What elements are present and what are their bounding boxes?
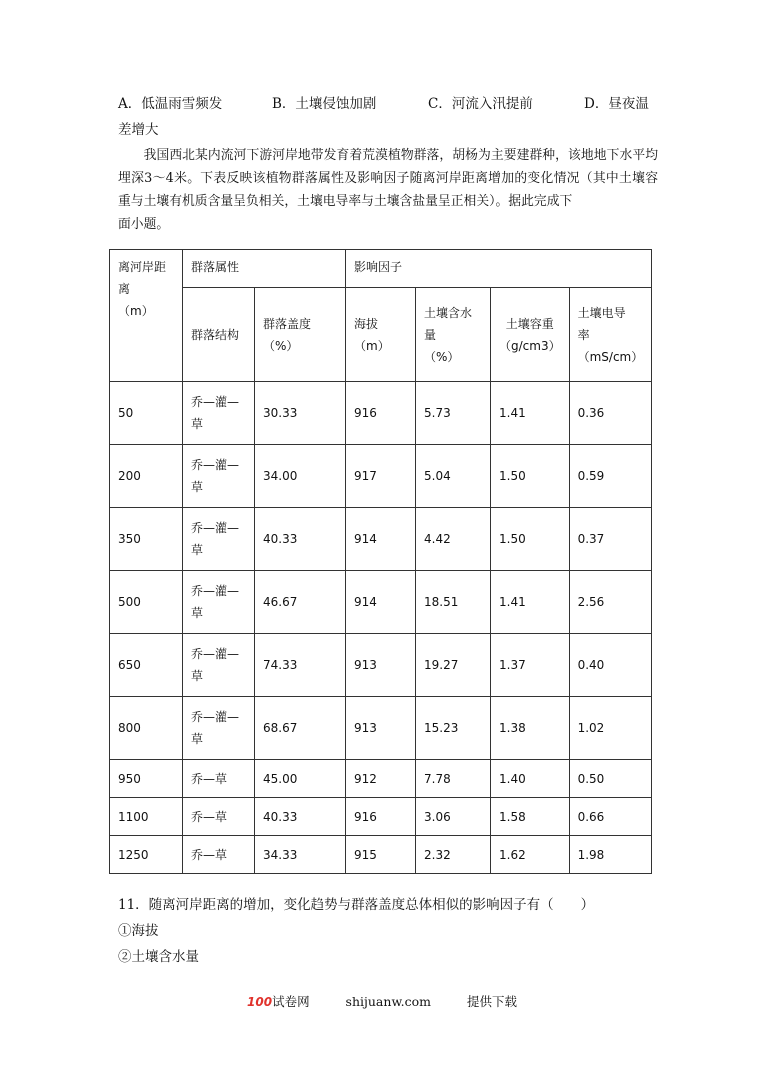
cell-density: 1.38 [491, 697, 570, 760]
header-distance-line-2: 离 [118, 282, 131, 296]
cell-coverage: 46.67 [255, 571, 346, 634]
option-c: C．河流入汛提前 [428, 96, 533, 112]
header-distance-line-1: 离河岸距 [118, 260, 167, 274]
cell-coverage: 45.00 [255, 760, 346, 798]
cell-structure [183, 571, 255, 634]
cell-distance: 800 [110, 697, 183, 760]
cell-conductivity: 2.56 [569, 571, 652, 634]
table-row [110, 445, 652, 508]
cell-moisture: 4.42 [416, 508, 491, 571]
site-url: shijuanw.com [345, 994, 432, 1009]
cell-structure-line: 草 [191, 606, 204, 620]
cell-distance: 200 [110, 445, 183, 508]
table-row [110, 382, 652, 445]
option-d-continuation: 差增大 [118, 122, 159, 138]
cell-structure-line: 草 [191, 417, 204, 431]
cell-structure-line: 乔—灌— [191, 521, 240, 535]
cell-structure-line: 乔—灌— [191, 710, 240, 724]
data-table [109, 249, 652, 874]
cell-structure-line: 乔—草 [191, 847, 228, 862]
cell-density: 1.37 [491, 634, 570, 697]
cell-conductivity: 1.02 [569, 697, 652, 760]
header-distance [110, 250, 183, 382]
cell-conductivity: 0.40 [569, 634, 652, 697]
cell-distance: 350 [110, 508, 183, 571]
table-row [110, 571, 652, 634]
cell-conductivity: 1.98 [569, 836, 652, 874]
site-logo-text: 试卷网 [272, 994, 310, 1009]
cell-structure-line: 草 [191, 732, 204, 746]
cell-density: 1.50 [491, 508, 570, 571]
cell-moisture: 5.04 [416, 445, 491, 508]
cell-altitude: 916 [346, 798, 416, 836]
header-density-line-1: 土壤容重 [505, 316, 554, 331]
cell-conductivity: 0.50 [569, 760, 652, 798]
cell-structure-line: 草 [191, 669, 204, 683]
cell-structure-line: 乔—草 [191, 771, 228, 786]
cell-altitude: 913 [346, 634, 416, 697]
cell-structure [183, 697, 255, 760]
option-b: B．土壤侵蚀加剧 [272, 96, 377, 112]
header-group-community: 群落属性 [183, 250, 346, 288]
cell-moisture: 15.23 [416, 697, 491, 760]
header-coverage: 群落盖度（%） [255, 288, 346, 382]
cell-distance: 650 [110, 634, 183, 697]
cell-altitude: 917 [346, 445, 416, 508]
cell-structure [183, 760, 255, 798]
cell-conductivity: 0.66 [569, 798, 652, 836]
cell-distance: 1100 [110, 798, 183, 836]
cell-density: 1.62 [491, 836, 570, 874]
passage-tail: 面小题。 [118, 217, 170, 232]
cell-moisture: 18.51 [416, 571, 491, 634]
cell-altitude: 912 [346, 760, 416, 798]
header-moisture-line-1: 土壤含水 [424, 305, 473, 320]
cell-distance: 500 [110, 571, 183, 634]
passage [118, 144, 658, 236]
cell-structure-line: 乔—灌— [191, 458, 240, 472]
cell-structure-line: 乔—灌— [191, 395, 240, 409]
cell-conductivity: 0.37 [569, 508, 652, 571]
cell-structure [183, 836, 255, 874]
cell-coverage: 40.33 [255, 798, 346, 836]
cell-coverage: 40.33 [255, 508, 346, 571]
header-conductivity-line-1: 土壤电导 [577, 305, 626, 320]
table-row [110, 508, 652, 571]
cell-density: 1.50 [491, 445, 570, 508]
cell-density: 1.40 [491, 760, 570, 798]
cell-altitude: 916 [346, 382, 416, 445]
cell-structure [183, 634, 255, 697]
cell-density: 1.41 [491, 571, 570, 634]
cell-moisture: 5.73 [416, 382, 491, 445]
option-a: A．低温雨雪频发 [118, 96, 223, 112]
cell-coverage: 30.33 [255, 382, 346, 445]
header-conductivity-line-2: 率 [577, 327, 590, 342]
table-header-row-1 [110, 250, 652, 288]
header-structure: 群落结构 [183, 288, 255, 382]
cell-coverage: 34.33 [255, 836, 346, 874]
cell-structure [183, 382, 255, 445]
question-item-1: ①海拔 [118, 923, 159, 939]
cell-structure [183, 508, 255, 571]
question-item-2: ②土壤含水量 [118, 949, 199, 965]
passage-text: 我国西北某内流河下游河岸地带发育着荒漠植物群落，胡杨为主要建群种，该地地下水平均埋深3～4米。下表反映该植物群落属性及影响因子随离河岸距离增加的变化情况（其中土壤容重与土壤有机质含量呈负相关，土壤电导率与土壤含盐量呈正相关）。据此完成下 [118, 148, 658, 209]
cell-conductivity: 0.59 [569, 445, 652, 508]
table-header-row-2 [110, 288, 652, 382]
cell-moisture: 3.06 [416, 798, 491, 836]
cell-structure-line: 草 [191, 480, 204, 494]
cell-coverage: 34.00 [255, 445, 346, 508]
cell-distance: 50 [110, 382, 183, 445]
cell-coverage: 68.67 [255, 697, 346, 760]
cell-distance: 950 [110, 760, 183, 798]
cell-altitude: 915 [346, 836, 416, 874]
cell-structure-line: 草 [191, 543, 204, 557]
header-conductivity-line-3: （mS/cm） [577, 349, 644, 364]
header-conductivity [569, 288, 652, 382]
cell-moisture: 2.32 [416, 836, 491, 874]
cell-moisture: 7.78 [416, 760, 491, 798]
question-11 [118, 892, 658, 970]
table-row [110, 760, 652, 798]
header-moisture-line-2: 量 [424, 327, 437, 342]
cell-structure-line: 乔—灌— [191, 647, 240, 661]
download-note: 提供下载 [466, 994, 517, 1009]
header-distance-line-3: （m） [118, 304, 154, 318]
question-stem: 11．随离河岸距离的增加，变化趋势与群落盖度总体相似的影响因子有（ ） [118, 897, 595, 913]
cell-coverage: 74.33 [255, 634, 346, 697]
cell-distance: 1250 [110, 836, 183, 874]
page-footer [0, 992, 764, 1010]
table-row [110, 697, 652, 760]
header-altitude: 海拔（m） [346, 288, 416, 382]
header-moisture-line-3: （%） [424, 349, 460, 364]
header-density-line-2: （g/cm3） [499, 338, 561, 353]
cell-altitude: 913 [346, 697, 416, 760]
answer-options [118, 92, 658, 138]
cell-altitude: 914 [346, 508, 416, 571]
header-density [491, 288, 570, 382]
cell-structure [183, 445, 255, 508]
cell-structure-line: 乔—草 [191, 809, 228, 824]
cell-structure-line: 乔—灌— [191, 584, 240, 598]
cell-conductivity: 0.36 [569, 382, 652, 445]
header-group-factor: 影响因子 [346, 250, 652, 288]
cell-structure [183, 798, 255, 836]
cell-density: 1.41 [491, 382, 570, 445]
table-row [110, 634, 652, 697]
cell-density: 1.58 [491, 798, 570, 836]
header-moisture [416, 288, 491, 382]
site-logo: 100 [247, 995, 273, 1009]
option-d: D．昼夜温 [584, 96, 649, 112]
table-body [110, 382, 652, 874]
cell-moisture: 19.27 [416, 634, 491, 697]
cell-altitude: 914 [346, 571, 416, 634]
table-row [110, 798, 652, 836]
table-row [110, 836, 652, 874]
